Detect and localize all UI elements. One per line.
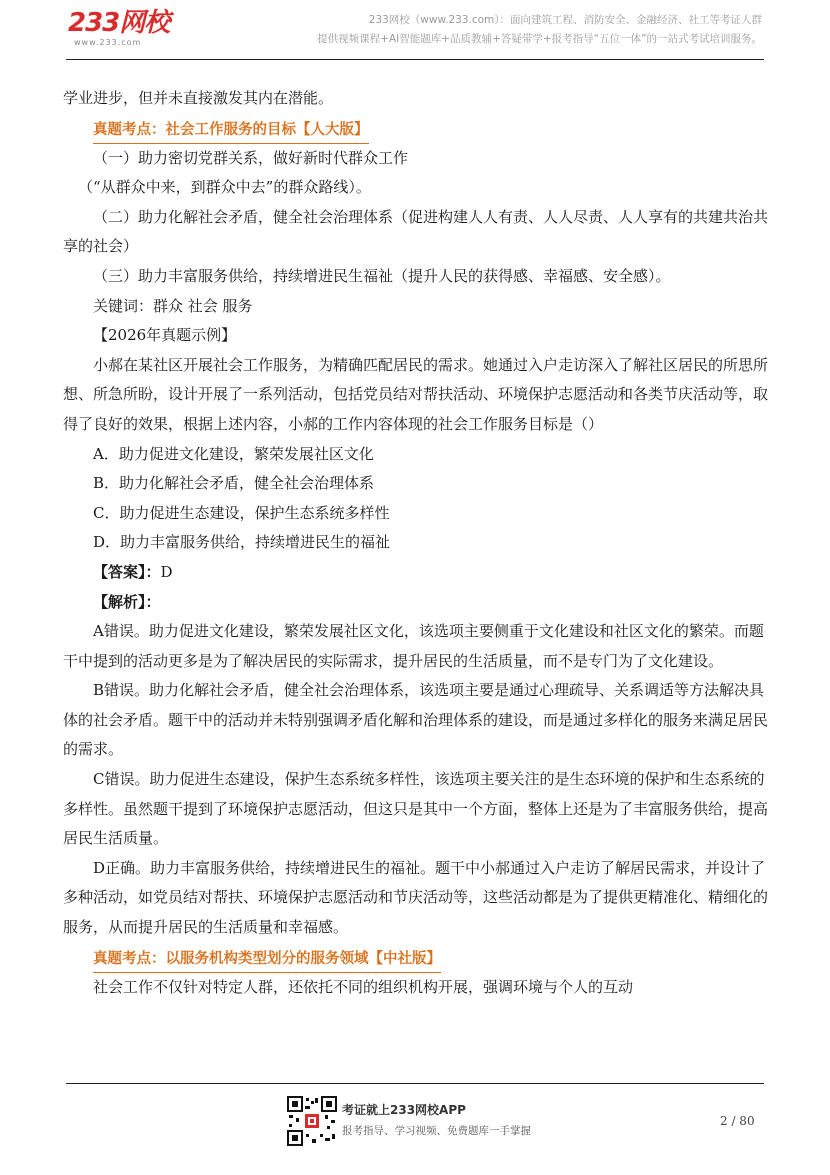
exam-point-heading	[63, 114, 768, 144]
answer-line	[63, 558, 768, 588]
keywords: 关键词：群众 社会 服务	[93, 296, 253, 315]
paragraph: 社会工作不仅针对特定人群，还依托不同的组织机构开展，强调环境与个人的互动	[93, 977, 634, 996]
header-tagline-line2: 提供视频课程+AI智能题库+品质教辅+答疑带学+报考指导“五位一体”的一站式考试培训服务。	[317, 33, 762, 45]
header-tagline-line1: 233网校（www.233.com）：面向建筑工程、消防安全、金融经济、社工等考证人群	[368, 14, 762, 26]
page-number: 2 / 80	[720, 1114, 755, 1128]
option-d: D．助力丰富服务供给，持续增进民生的福祉	[93, 533, 391, 552]
goal-item: （三）助力丰富服务供给，持续增进民生福祉（提升人民的获得感、幸福感、安全感）。	[93, 266, 671, 285]
footer-divider	[66, 1083, 764, 1084]
analysis-d: D正确。助力丰富服务供给，持续增进民生的福祉。题干中小郝通过入户走访了解居民需求，并设计了多种活动，如党员结对帮扶、环境保护志愿活动和节庆活动等，这些活动都是为了提供更精准化、精细化的服务，从而提升居民的生活质量和幸福感。	[63, 858, 769, 937]
brand-logo[interactable]: 233网校	[68, 8, 170, 38]
analysis-a: A错误。助力促进文化建设，繁荣发展社区文化，该选项主要侧重于文化建设和社区文化的繁荣。而题干中提到的活动更多是为了解决居民的实际需求，提升居民的生活质量，而不是专门为了文化建设。	[63, 622, 764, 670]
exam-point-heading	[63, 943, 768, 973]
goal-item: （二）助力化解社会矛盾，健全社会治理体系（促进构建人人有责、人人尽责、人人享有的共建共治共享的社会）	[63, 207, 769, 256]
analysis-line	[63, 588, 768, 618]
goal-item-note: （“从群众中来，到群众中去”的群众路线）。	[78, 178, 371, 197]
analysis-b: B错误。助力化解社会矛盾，健全社会治理体系，该选项主要是通过心理疏导、关系调适等方法解决具体的社会矛盾。题干中的活动并未特别强调矛盾化解和治理体系的建设，而是通过多样化的服务来满足居民的需求。	[63, 681, 769, 759]
page-header	[0, 0, 830, 62]
option-c: C．助力促进生态建设，保护生态系统多样性	[93, 503, 390, 522]
answer-value: D	[160, 562, 173, 581]
example-heading: 【2026年真题示例】	[93, 326, 237, 345]
answer-label: 【答案】：	[93, 562, 161, 581]
question-stem: 小郝在某社区开展社会工作服务，为精确匹配居民的需求。她通过入户走访深入了解社区居民的所思所想、所急所盼，设计开展了一系列活动，包括党员结对帮扶活动、环境保护志愿活动和各类节庆活动等，取得了良好的效果，根据上述内容，小郝的工作内容体现的社会工作服务目标是（）	[63, 355, 769, 433]
analysis-c: C错误。助力促进生态建设，保护生态系统多样性，该选项主要关注的是生态环境的保护和生态系统的多样性。虽然题干提到了环境保护志愿活动，但这只是其中一个方面，整体上还是为了丰富服务供给，提高居民生活质量。	[63, 770, 769, 848]
exam-point-title: 真题考点：社会工作服务的目标【人大版】	[93, 117, 369, 144]
exam-point-title: 真题考点：以服务机构类型划分的服务领域【中社版】	[93, 946, 441, 973]
app-promo-subtitle: 报考指导、学习视频、免费题库一手掌握	[342, 1125, 531, 1137]
qr-code-icon[interactable]	[287, 1096, 337, 1146]
goal-item: （一）助力密切党群关系，做好新时代群众工作	[93, 148, 409, 167]
header-tagline	[317, 11, 762, 49]
app-promo-title: 考证就上233网校APP	[342, 1103, 466, 1117]
analysis-label: 【解析】：	[93, 592, 161, 611]
option-b: B．助力化解社会矛盾，健全社会治理体系	[93, 474, 375, 493]
header-divider	[66, 59, 764, 60]
brand-url: www.233.com	[74, 38, 142, 47]
paragraph: 学业进步，但并未直接激发其内在潜能。	[63, 89, 334, 107]
document-body	[63, 84, 768, 1002]
option-a: A．助力促进文化建设，繁荣发展社区文化	[93, 444, 374, 463]
